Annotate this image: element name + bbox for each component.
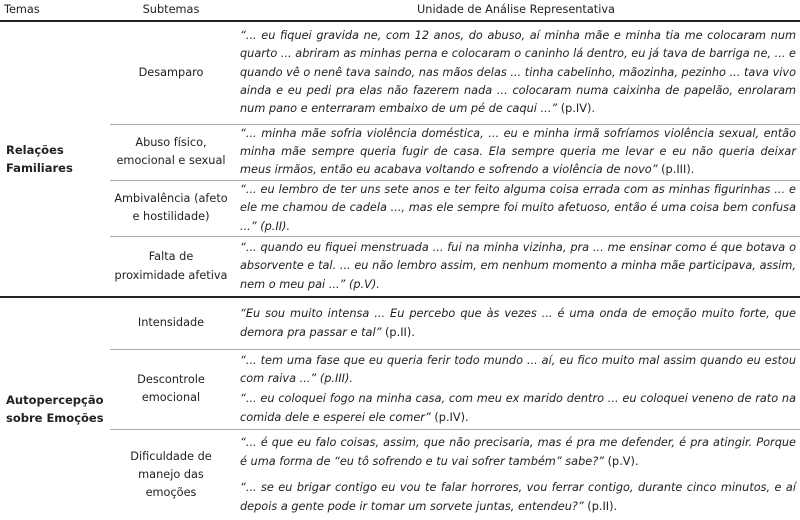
analysis-unit-cell [232,297,800,349]
quote-text: “... quando eu fiquei menstruada ... fui na minha vizinha, pra ... me ensinar como é que botava o absorvente e tal. ... eu não lembro assim, em nenhum momento a minha mãe participava, assim, nem o meu pai ...” (p.V). [240,241,796,291]
quote [240,479,796,516]
subtheme-cell: Desamparo [110,21,232,124]
header-subtemas: Subtemas [110,0,232,21]
table-row [0,349,800,429]
quote [240,390,796,427]
quote [240,434,796,471]
quote-text: “... se eu brigar contigo eu vou te falar horrores, vou ferrar contigo, durante cinco minutos, e aí depois a gente pode ir tomar um sorvete juntas, entendeu?” [240,481,796,513]
analysis-unit-cell [232,349,800,429]
quote [240,239,796,294]
subtheme-cell: Abuso físico, emocional e sexual [110,124,232,180]
table-row [0,124,800,180]
analysis-unit-cell [232,124,800,180]
quote [240,352,796,389]
analysis-unit-cell [232,180,800,236]
quote-text: “... eu coloquei fogo na minha casa, com meu ex marido dentro ... eu coloquei veneno de rato na comida dele e esperei ele comer” [240,392,796,424]
analysis-unit-cell [232,429,800,520]
header-row [0,0,800,21]
header-temas: Temas [0,0,110,21]
theme-cell: Relações Familiares [0,21,110,297]
quote-citation: (p.IV). [557,102,595,116]
quote-citation: (p.V). [604,454,639,468]
quote [240,181,796,236]
subtheme-cell: Falta de proximidade afetiva [110,236,232,297]
table-row [0,21,800,124]
table-row [0,180,800,236]
analysis-unit-cell [232,21,800,124]
subtheme-cell: Descontrole emocional [110,349,232,429]
quote-citation: (p.II). [381,325,415,339]
quote-text: “... eu fiquei gravida ne, com 12 anos, do abuso, aí minha mãe e minha tia me colocaram num quarto ... abriram as minhas perna e colocaram o caninho lá dentro, eu já tava de barriga ne, ... e quando vê o nenê tava saindo, nas mãos delas ... tinha cabelinho, mãozinha, pezinho ... tava vivo ainda e eu pedi pra elas não fazerem nada ... colocaram numa caixinha de papelão, enrolaram num pano e enterraram embaixo de um pé de caqui ...” [240,28,796,116]
quote [240,27,796,119]
quote [240,125,796,180]
header-unidade: Unidade de Análise Representativa [232,0,800,21]
analysis-unit-cell [232,236,800,297]
subtheme-cell: Intensidade [110,297,232,349]
table-row [0,236,800,297]
quote-citation: (p.IV). [430,410,469,424]
subtheme-cell: Dificuldade de manejo das emoções [130,449,212,500]
table-row [0,429,800,520]
quote [240,305,796,342]
theme-cell: Autopercepção sobre Emoções [6,393,104,426]
quote-citation: (p.II). [583,499,618,513]
quote-text: “Eu sou muito intensa ... Eu percebo que às vezes ... é uma onda de emoção muito forte, que demora pra passar e tal” [240,307,796,339]
quote-text: “... minha mãe sofria violência doméstica, ... eu e minha irmã sofríamos violência sexual, então minha mãe sempre queria fugir de casa. Ela sempre queria me levar e eu não queria deixar meus irmãos, então eu acabava voltando e sofrendo a violência de novo” [240,126,796,177]
quote-citation: (p.III). [657,163,695,177]
quote-text: “... é que eu falo coisas, assim, que não precisaria, mas é pra me defender, é pra atingir. Porque é uma forma de “eu tô sofrendo e tu vai sofrer também” sabe?” [240,436,796,468]
table-row [0,297,800,349]
quote-text: “... eu lembro de ter uns sete anos e ter feito alguma coisa errada com as minhas figurinhas ... e ele me chamou de cadela ..., mas ele sempre foi muito afetuoso, então é uma coisa bem confusa ...” (p.II). [240,182,796,233]
subtheme-cell: Ambivalência (afeto e hostilidade) [110,180,232,236]
quote-text: “... tem uma fase que eu queria ferir todo mundo ... aí, eu fico muito mal assim quando eu estou com raiva ...” (p.III). [240,353,796,386]
